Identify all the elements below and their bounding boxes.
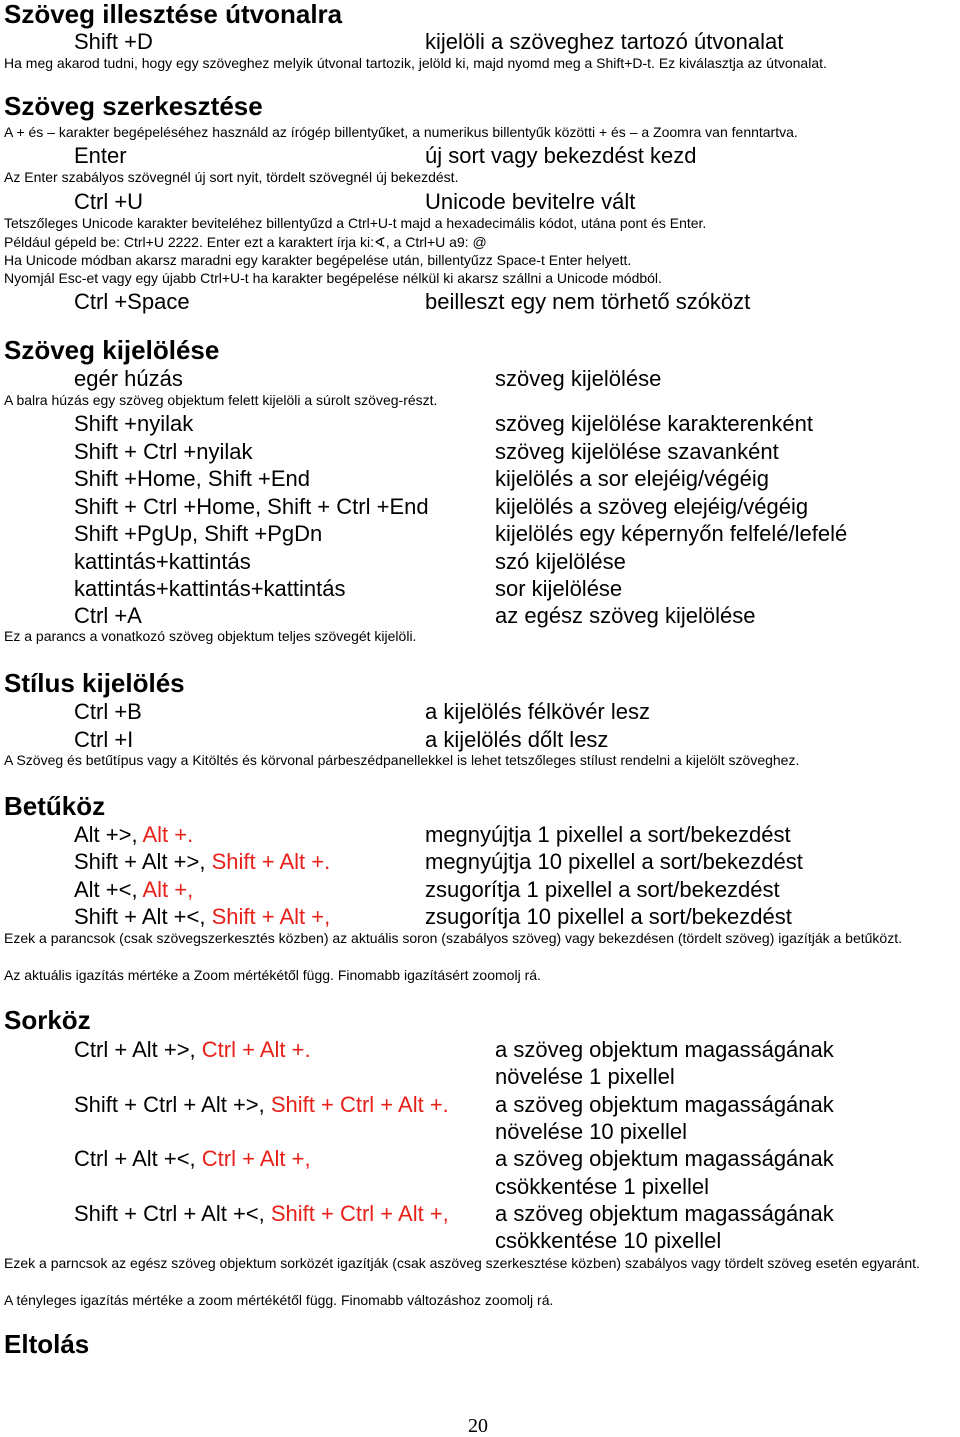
shortcut-description: a szöveg objektum magasságának [495, 1092, 834, 1117]
shortcut-key: Ctrl +Space [74, 289, 190, 314]
shortcut-key: Ctrl +U [74, 189, 144, 214]
section-title-kerning: Eltolás [4, 1329, 90, 1359]
shortcut-description: szöveg kijelölése [495, 366, 662, 391]
shortcut-key: Alt +>, Alt +. [74, 822, 194, 847]
paragraph-note: Ha Unicode módban akarsz maradni egy karakter begépelése után, billentyűzz Space-t Enter helyett. [4, 252, 632, 268]
shortcut-key-alternate: Alt +. [142, 822, 194, 847]
section-title-line-spacing: Sorköz [4, 1005, 91, 1035]
shortcut-key-alternate: Ctrl + Alt +, [201, 1146, 311, 1171]
shortcut-description: kijelölés egy képernyőn felfelé/lefelé [495, 521, 848, 546]
shortcut-key: Ctrl + Alt +<, Ctrl + Alt +, [74, 1146, 311, 1171]
shortcut-key: Ctrl +B [74, 699, 142, 724]
section-title-text-edit: Szöveg szerkesztése [4, 91, 263, 121]
shortcut-description: a kijelölés félkövér lesz [425, 699, 650, 724]
paragraph-note: Az Enter szabályos szövegnél új sort nyit, tördelt szövegnél új bekezdést. [4, 169, 459, 185]
shortcut-key-alternate: Ctrl + Alt +. [201, 1037, 311, 1062]
shortcut-key-alternate: Shift + Ctrl + Alt +. [270, 1092, 449, 1117]
shortcut-key-alternate: Shift + Alt +. [211, 849, 331, 874]
shortcut-description: a szöveg objektum magasságának [495, 1201, 834, 1226]
shortcut-description: a kijelölés dőlt lesz [425, 727, 609, 752]
shortcut-description: beilleszt egy nem törhető szóközt [425, 289, 751, 314]
shortcut-description: Unicode bevitelre vált [425, 189, 636, 214]
section-title-path-insert: Szöveg illesztése útvonalra [4, 0, 343, 29]
shortcut-key: kattintás+kattintás [74, 549, 251, 574]
paragraph-note: Például gépeld be: Ctrl+U 2222. Enter ezt a karaktert írja ki:∢, a Ctrl+U a9: @ [4, 234, 487, 250]
shortcut-key: Enter [74, 143, 127, 168]
shortcut-key-alternate: Alt +, [142, 877, 194, 902]
paragraph-note: A Szöveg és betűtípus vagy a Kitöltés és körvonal párbeszédpanellekkel is lehet tetszőleges stílust rendelni a kijelölt szöveghez. [4, 752, 800, 768]
shortcut-key: Shift + Ctrl +nyilak [74, 439, 253, 464]
paragraph-note: Ezek a parancsok (csak szövegszerkesztés közben) az aktuális soron (szabályos szöveg) vagy bekezdésen (tördelt szöveg) igazítják a betűközt. [4, 930, 902, 946]
shortcut-description: zsugorítja 1 pixellel a sort/bekezdést [425, 877, 780, 902]
shortcut-key: Shift + Ctrl + Alt +<, Shift + Ctrl + Alt +, [74, 1201, 449, 1226]
section-title-selection: Szöveg kijelölése [4, 335, 220, 365]
shortcut-key: egér húzás [74, 366, 183, 391]
page-number: 20 [468, 1415, 488, 1437]
shortcut-key: Shift + Alt +>, Shift + Alt +. [74, 849, 331, 874]
paragraph-intro: A + és – karakter begépeléséhez használd az írógép billentyűket, a numerikus billentyűk közötti + és – a Zoomra van fenntartva. [4, 124, 798, 140]
paragraph-note: A balra húzás egy szöveg objektum felett kijelöli a súrolt szöveg-részt. [4, 392, 438, 408]
shortcut-key: Ctrl + Alt +>, Ctrl + Alt +. [74, 1037, 311, 1062]
shortcut-description: kijelölés a szöveg elejéig/végéig [495, 494, 809, 519]
shortcut-key: Shift + Alt +<, Shift + Alt +, [74, 904, 331, 929]
shortcut-description: szó kijelölése [495, 549, 626, 574]
shortcut-description: az egész szöveg kijelölése [495, 603, 756, 628]
shortcut-description: csökkentése 1 pixellel [495, 1174, 710, 1199]
shortcut-description: kijelöli a szöveghez tartozó útvonalat [425, 29, 784, 54]
shortcut-key: Ctrl +A [74, 603, 142, 628]
shortcut-description: megnyújtja 1 pixellel a sort/bekezdést [425, 822, 791, 847]
shortcut-key: Alt +<, Alt +, [74, 877, 194, 902]
paragraph-note: Tetszőleges Unicode karakter beviteléhez billentyűzd a Ctrl+U-t majd a hexadecimális kódot, utána pont és Enter. [4, 215, 707, 231]
paragraph-note: Ezek a parncsok az egész szöveg objektum sorközét igazítják (csak aszöveg szerkesztése közben) szabályos vagy tördelt szöveg esetén egyaránt. [4, 1255, 920, 1271]
paragraph-note: Ez a parancs a vonatkozó szöveg objektum teljes szövegét kijelöli. [4, 628, 417, 644]
shortcut-description: a szöveg objektum magasságának [495, 1146, 834, 1171]
shortcut-description: megnyújtja 10 pixellel a sort/bekezdést [425, 849, 803, 874]
section-title-letter-spacing: Betűköz [4, 791, 106, 821]
section-title-style: Stílus kijelölés [4, 668, 185, 698]
shortcut-key: Shift +nyilak [74, 411, 194, 436]
shortcut-key-alternate: Shift + Ctrl + Alt +, [270, 1201, 449, 1226]
paragraph-note: A tényleges igazítás mértéke a zoom mértékétől függ. Finomabb változáshoz zoomolj rá. [4, 1292, 554, 1308]
shortcut-key: Shift + Ctrl +Home, Shift + Ctrl +End [74, 494, 429, 519]
shortcut-key: Shift +D [74, 29, 153, 54]
shortcut-description: kijelölés a sor elejéig/végéig [495, 466, 769, 491]
shortcut-description: növelése 1 pixellel [495, 1064, 675, 1089]
shortcut-key: Ctrl +I [74, 727, 134, 752]
shortcut-description: csökkentése 10 pixellel [495, 1228, 722, 1253]
shortcut-key: kattintás+kattintás+kattintás [74, 576, 346, 601]
paragraph-note: Nyomjál Esc-et vagy egy újabb Ctrl+U-t ha karakter begépelése nélkül ki akarsz szállni a Unicode módból. [4, 270, 662, 286]
shortcut-description: szöveg kijelölése szavanként [495, 439, 779, 464]
shortcut-key: Shift + Ctrl + Alt +>, Shift + Ctrl + Alt +. [74, 1092, 449, 1117]
shortcut-description: sor kijelölése [495, 576, 623, 601]
shortcut-key-alternate: Shift + Alt +, [211, 904, 331, 929]
paragraph-note: Az aktuális igazítás mértéke a Zoom mértékétől függ. Finomabb igazításért zoomolj rá. [4, 967, 541, 983]
shortcut-description: növelése 10 pixellel [495, 1119, 688, 1144]
shortcut-key: Shift +PgUp, Shift +PgDn [74, 521, 323, 546]
shortcut-description: zsugorítja 10 pixellel a sort/bekezdést [425, 904, 792, 929]
shortcut-description: új sort vagy bekezdést kezd [425, 143, 697, 168]
shortcut-description: a szöveg objektum magasságának [495, 1037, 834, 1062]
shortcut-key: Shift +Home, Shift +End [74, 466, 311, 491]
shortcut-description: szöveg kijelölése karakterenként [495, 411, 813, 436]
paragraph-note: Ha meg akarod tudni, hogy egy szöveghez melyik útvonal tartozik, jelöld ki, majd nyomd meg a Shift+D-t. Ez kiválasztja az útvonalat. [4, 55, 827, 71]
